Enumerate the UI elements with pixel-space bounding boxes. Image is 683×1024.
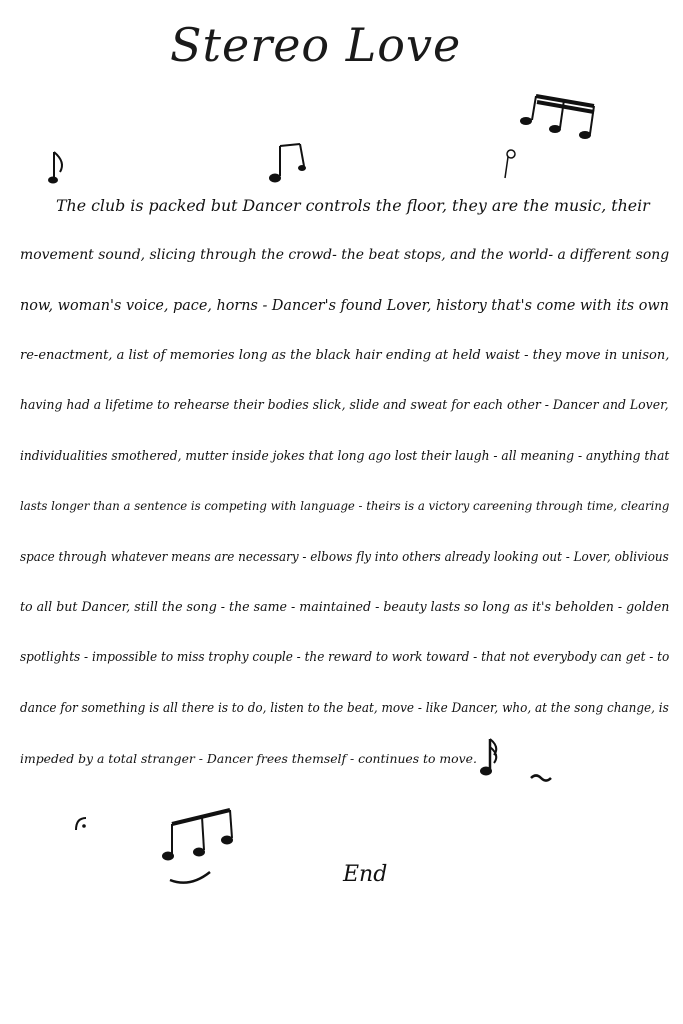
poem-line: dance for something is all there is to do, listen to the beat, move - like Dancer, who, at the song change, is <box>20 700 669 715</box>
poem-line: space through whatever means are necessary - elbows fly into others already looking out - Lover, oblivious <box>20 549 669 564</box>
beamed-sixteenth-notes-icon <box>512 88 602 143</box>
poem-line: re-enactment, a list of memories long as the black hair ending at held waist - they move in unison, <box>20 348 670 363</box>
poem-title: Stereo Love <box>170 18 462 72</box>
poem-line: spotlights - impossible to miss trophy couple - the reward to work toward - that not everybody can get - to <box>20 650 670 665</box>
poem-line: impeded by a total stranger - Dancer frees themself - continues to move. <box>20 751 477 766</box>
poem-line: movement sound, slicing through the crowd- the beat stops, and the world- a different song <box>20 247 670 263</box>
poem-line: to all but Dancer, still the song - the same - maintained - beauty lasts so long as it's beholden - golden <box>20 600 670 615</box>
poem-line: individualities smothered, mutter inside jokes that long ago lost their laugh - all meaning - anything that <box>20 449 670 464</box>
tilde-mark-icon <box>528 770 554 786</box>
eighth-note-icon <box>44 148 70 190</box>
ending-text: End <box>343 862 388 887</box>
fermata-icon <box>72 814 94 836</box>
poem-line: having had a lifetime to rehearse their bodies slick, slide and sweat for each other - Dancer and Lover, <box>20 398 669 413</box>
smile-curve-icon <box>164 866 216 888</box>
poem-line: lasts longer than a sentence is competing with language - theirs is a victory careening through time, clearing <box>20 499 670 513</box>
eighth-note-icon <box>476 735 504 779</box>
open-note-icon <box>496 146 518 182</box>
poem-line: now, woman's voice, pace, horns - Dancer's found Lover, history that's come with its own <box>20 297 669 314</box>
beamed-triplet-notes-icon <box>160 804 242 866</box>
beamed-eighth-notes-icon <box>262 138 314 190</box>
poem-line: The club is packed but Dancer controls the floor, they are the music, their <box>56 196 650 215</box>
